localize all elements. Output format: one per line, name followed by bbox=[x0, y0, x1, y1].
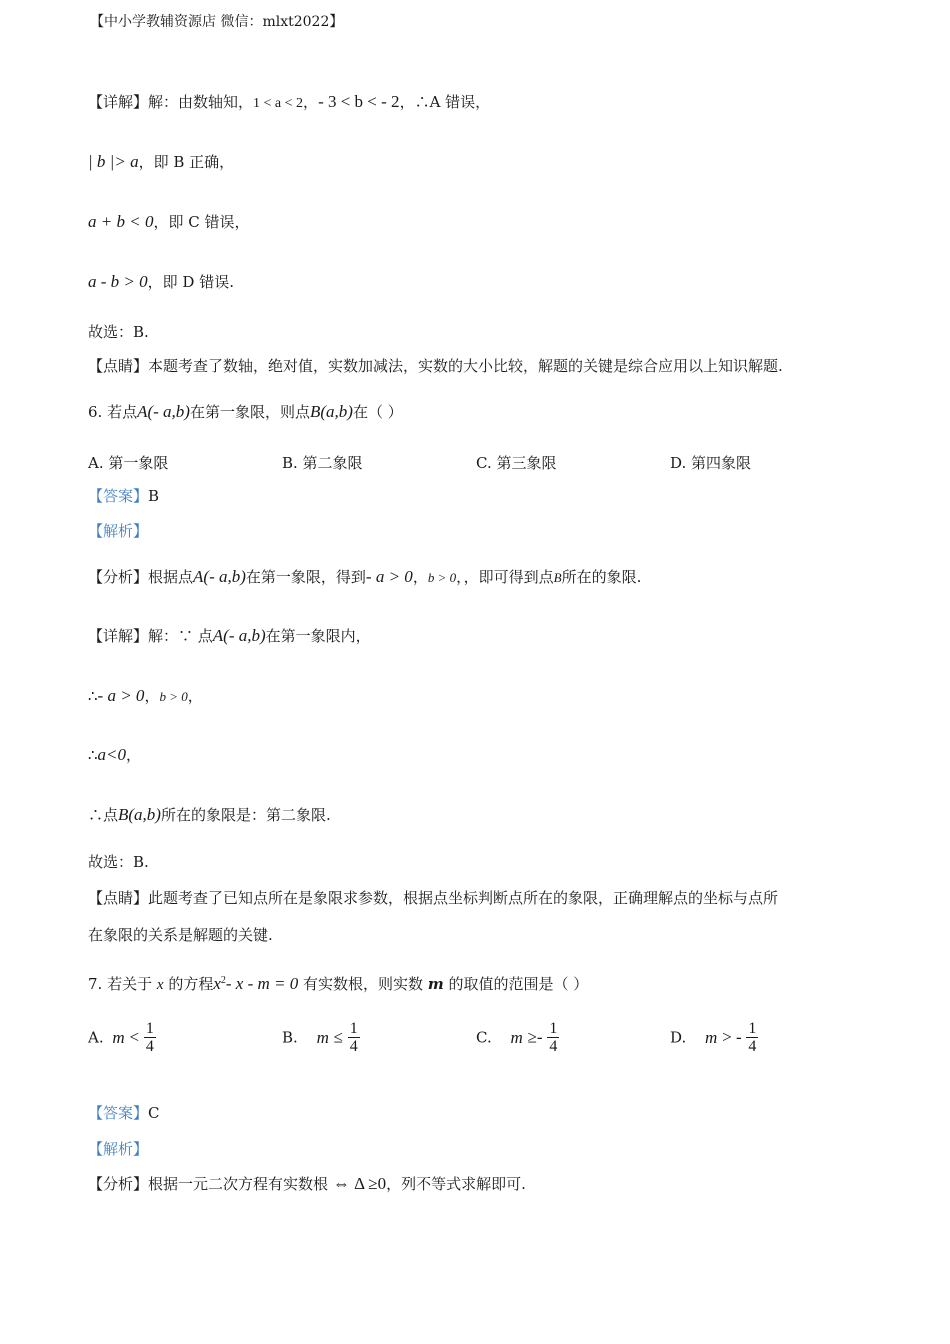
q6-step-1: ∴- a > 0，b > 0， bbox=[88, 686, 203, 705]
q6-fenxi: 【分析】根据点A(- a,b)在第一象限，得到- a > 0，b > 0，，即可得到点B所在的象限. bbox=[88, 567, 642, 586]
q7-option-a: A. m < $\frac{1}{4}$ bbox=[88, 1020, 154, 1055]
q5-step-b: | b |> a，即 B 正确， bbox=[88, 152, 235, 171]
q5-detail-line: 【详解】解：由数轴知，1 < a < 2，- 3 < b < - 2，∴A 错误， bbox=[88, 92, 491, 111]
inequality-a: 1 < a < 2 bbox=[253, 96, 304, 111]
equation: - x - m = 0 bbox=[225, 974, 299, 993]
inequality-b: - 3 < b < - 2 bbox=[318, 92, 400, 111]
q6-option-b: B. 第二象限 bbox=[282, 454, 363, 472]
q5-comment: 【点睛】本题考查了数轴，绝对值，实数加减法，实数的大小比较，解题的关键是综合应用以上知识解题. bbox=[88, 357, 783, 375]
point-b: B(a,b) bbox=[309, 402, 353, 421]
q5-answer-line: 故选：B. bbox=[88, 323, 149, 341]
q6-option-c: C. 第三象限 bbox=[476, 454, 557, 472]
comment-label: 【点睛】 bbox=[88, 357, 149, 375]
fraction: $\frac{1}{4}$ bbox=[549, 1020, 558, 1055]
fraction: $\frac{1}{4}$ bbox=[748, 1020, 757, 1055]
q6-comment-2: 在象限的关系是解题的关键. bbox=[88, 926, 273, 944]
q7-analysis-label: 【解析】 bbox=[88, 1140, 149, 1158]
q6-comment-1: 【点睛】此题考查了已知点所在是象限求参数，根据点坐标判断点所在的象限，正确理解点的坐标与点所 bbox=[88, 889, 779, 907]
q7-option-c: C. m ≥- $\frac{1}{4}$ bbox=[476, 1020, 558, 1055]
q6-answer-line: 故选：B. bbox=[88, 853, 149, 871]
fraction: $\frac{1}{4}$ bbox=[349, 1020, 358, 1055]
q6-answer: 【答案】B bbox=[88, 487, 160, 505]
q6-detail: 【详解】解：∵ 点A(- a,b)在第一象限内， bbox=[88, 626, 371, 645]
q7-stem: 7. 若关于 x 的方程$x^2-$ x - m = 0 有实数根，则实数 m 的取值的范围是（ ） bbox=[88, 974, 589, 993]
q6-step-2: ∴a<0， bbox=[88, 745, 142, 764]
q5-step-c: a + b < 0，即 C 错误， bbox=[88, 212, 250, 231]
q7-option-d: D. m > - $\frac{1}{4}$ bbox=[670, 1020, 757, 1055]
point-a: A(- a,b) bbox=[137, 402, 190, 421]
fraction: $\frac{1}{4}$ bbox=[145, 1020, 154, 1055]
answer-label: 【答案】 bbox=[88, 487, 149, 505]
detail-label: 【详解】 bbox=[88, 93, 149, 111]
q6-step-3: ∴点B(a,b)所在的象限是：第二象限. bbox=[88, 805, 331, 824]
q7-fenxi: 【分析】根据一元二次方程有实数根 ⇔ Δ ≥0，列不等式求解即可. bbox=[88, 1174, 526, 1193]
watermark-header: 【中小学教辅资源店 微信：mlxt2022】 bbox=[90, 14, 344, 30]
q6-stem: 6. 若点A(- a,b)在第一象限，则点B(a,b)在（ ） bbox=[88, 402, 403, 421]
q6-option-d: D. 第四象限 bbox=[670, 454, 752, 472]
q6-analysis-label: 【解析】 bbox=[88, 522, 149, 540]
q7-option-b: B. m ≤ $\frac{1}{4}$ bbox=[282, 1020, 358, 1055]
q5-step-d: a - b > 0，即 D 错误. bbox=[88, 272, 234, 291]
q7-answer: 【答案】C bbox=[88, 1104, 160, 1122]
q6-option-a: A. 第一象限 bbox=[88, 454, 169, 472]
